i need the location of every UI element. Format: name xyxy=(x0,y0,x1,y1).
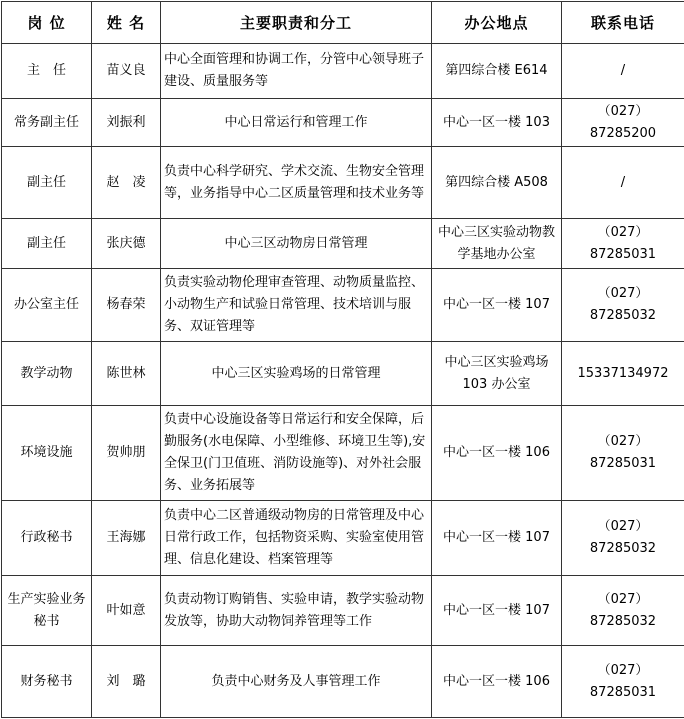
table-row xyxy=(2,147,684,219)
header-position: 岗 位 xyxy=(2,2,92,44)
table-row xyxy=(2,646,684,718)
duties-cell: 负责动物订购销售、实验申请，教学实验动物发放等，协助大动物饲养管理等工作 xyxy=(161,576,432,646)
phone-cell: / xyxy=(562,147,684,219)
position-cell: 副主任 xyxy=(2,219,92,269)
office-cell: 中心一区一楼 103 xyxy=(432,99,562,147)
office-cell: 中心一区一楼 107 xyxy=(432,269,562,342)
duties-cell: 负责中心二区普通级动物房的日常管理及中心日常行政工作，包括物资采购、实验室使用管理、信息化建设、档案管理等 xyxy=(161,501,432,576)
office-cell: 中心一区一楼 107 xyxy=(432,576,562,646)
position-cell: 教学动物 xyxy=(2,342,92,406)
duties-cell: 负责中心财务及人事管理工作 xyxy=(161,646,432,718)
name-cell: 贺帅朋 xyxy=(92,406,161,501)
name-cell: 刘振利 xyxy=(92,99,161,147)
table-row xyxy=(2,44,684,99)
position-cell: 常务副主任 xyxy=(2,99,92,147)
table-row xyxy=(2,342,684,406)
name-cell: 王海娜 xyxy=(92,501,161,576)
phone-cell: （027）87285032 xyxy=(562,269,684,342)
office-cell: 中心三区实验动物教学基地办公室 xyxy=(432,219,562,269)
name-cell: 刘 璐 xyxy=(92,646,161,718)
table-row xyxy=(2,219,684,269)
header-row xyxy=(2,2,684,44)
phone-cell: （027）87285032 xyxy=(562,576,684,646)
staff-table xyxy=(1,1,684,718)
position-cell: 财务秘书 xyxy=(2,646,92,718)
name-cell: 苗义良 xyxy=(92,44,161,99)
position-cell: 环境设施 xyxy=(2,406,92,501)
office-cell: 第四综合楼 E614 xyxy=(432,44,562,99)
table-row xyxy=(2,406,684,501)
office-cell: 中心一区一楼 107 xyxy=(432,501,562,576)
table-row xyxy=(2,269,684,342)
position-cell: 行政秘书 xyxy=(2,501,92,576)
duties-cell: 负责中心科学研究、学术交流、生物安全管理等，业务指导中心二区质量管理和技术业务等 xyxy=(161,147,432,219)
duties-cell: 中心三区动物房日常管理 xyxy=(161,219,432,269)
phone-cell: （027）87285031 xyxy=(562,406,684,501)
phone-cell: （027）87285031 xyxy=(562,646,684,718)
phone-cell: （027）87285200 xyxy=(562,99,684,147)
header-phone: 联系电话 xyxy=(562,2,684,44)
table-row xyxy=(2,99,684,147)
duties-cell: 中心三区实验鸡场的日常管理 xyxy=(161,342,432,406)
name-cell: 陈世林 xyxy=(92,342,161,406)
position-cell: 副主任 xyxy=(2,147,92,219)
office-cell: 中心三区实验鸡场 103 办公室 xyxy=(432,342,562,406)
office-cell: 中心一区一楼 106 xyxy=(432,406,562,501)
duties-cell: 中心全面管理和协调工作，分管中心领导班子建设、质量服务等 xyxy=(161,44,432,99)
header-office: 办公地点 xyxy=(432,2,562,44)
name-cell: 叶如意 xyxy=(92,576,161,646)
header-name: 姓 名 xyxy=(92,2,161,44)
duties-cell: 负责实验动物伦理审查管理、动物质量监控、小动物生产和试验日常管理、技术培训与服务、双证管理等 xyxy=(161,269,432,342)
position-cell: 生产实验业务秘书 xyxy=(2,576,92,646)
phone-cell: （027）87285031 xyxy=(562,219,684,269)
position-cell: 办公室主任 xyxy=(2,269,92,342)
table-row xyxy=(2,501,684,576)
phone-cell: / xyxy=(562,44,684,99)
duties-cell: 中心日常运行和管理工作 xyxy=(161,99,432,147)
name-cell: 赵 凌 xyxy=(92,147,161,219)
duties-cell: 负责中心设施设备等日常运行和安全保障，后勤服务(水电保障、小型维修、环境卫生等),安全保卫(门卫值班、消防设施等)、对外社会服务、业务拓展等 xyxy=(161,406,432,501)
office-cell: 第四综合楼 A508 xyxy=(432,147,562,219)
position-cell: 主 任 xyxy=(2,44,92,99)
name-cell: 杨春荣 xyxy=(92,269,161,342)
header-duties: 主要职责和分工 xyxy=(161,2,432,44)
phone-cell: （027）87285032 xyxy=(562,501,684,576)
name-cell: 张庆德 xyxy=(92,219,161,269)
phone-cell: 15337134972 xyxy=(562,342,684,406)
table-row xyxy=(2,576,684,646)
office-cell: 中心一区一楼 106 xyxy=(432,646,562,718)
